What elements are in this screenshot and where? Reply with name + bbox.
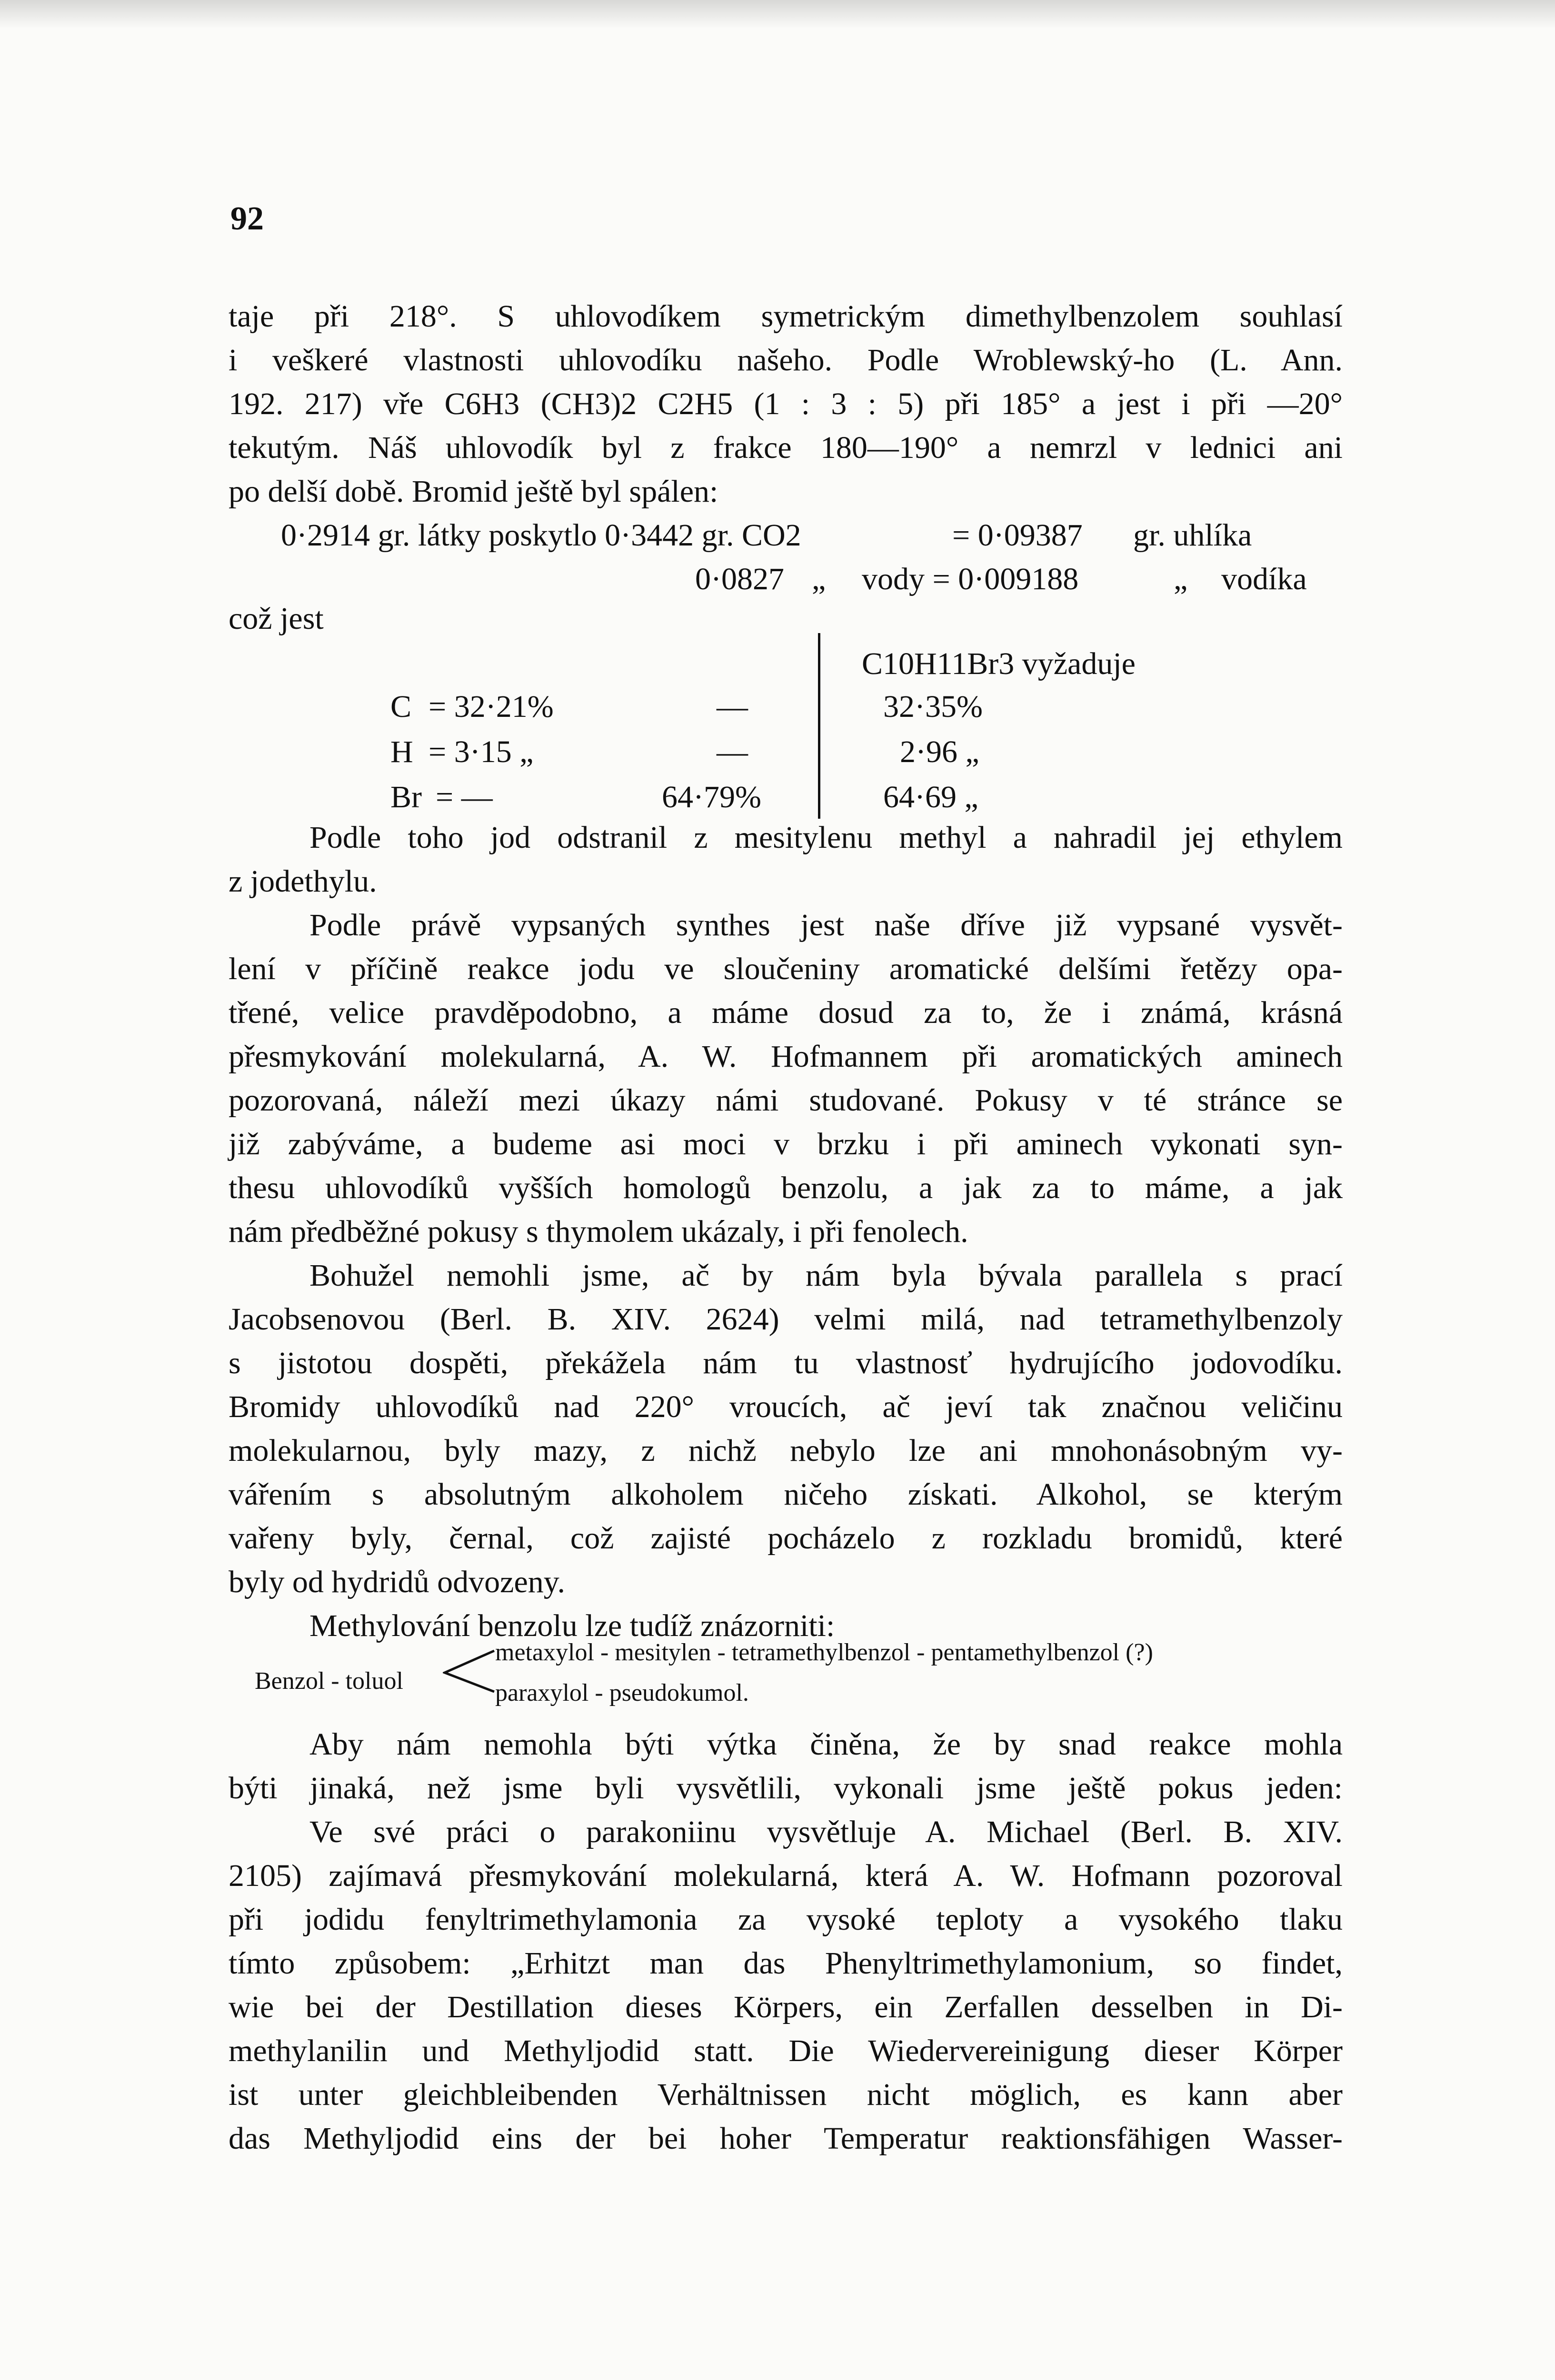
para5-line: býti jinaká, než jsme byli vysvětlili, vykonali jsme ještě pokus jeden:: [229, 1771, 1343, 1805]
para1-line: 192. 217) vře C6H3 (CH3)2 C2H5 (1 : 3 : 5) při 185° a jest i při —20°: [229, 387, 1343, 421]
scheme-upper: metaxylol - mesitylen - tetramethylbenzol - pentamethylbenzol (?): [495, 1639, 1153, 1666]
para3-line: již zabýváme, a budeme asi moci v brzku i při aminech vykonati syn-: [229, 1127, 1343, 1161]
para3-line: přesmykování molekularná, A. W. Hofmannem při aromatických aminech: [229, 1039, 1343, 1074]
formula-header: C10H11Br3 vyžaduje: [862, 646, 1136, 681]
para6-line: tímto způsobem: „Erhitzt man das Phenyltrimethylamonium, so findet,: [229, 1946, 1343, 1981]
scheme-intro: Methylování benzolu lze tudíž znázorniti:: [309, 1608, 835, 1643]
row-found: = —: [436, 780, 493, 814]
para3-line: třené, velice pravděpodobno, a máme dosud za to, že i známá, krásná: [229, 995, 1343, 1030]
row-label: C: [390, 689, 412, 724]
para3-line: thesu uhlovodíků vyšších homologů benzolu, a jak za to máme, a jak: [229, 1170, 1343, 1205]
para1-line: taje při 218°. S uhlovodíkem symetrickým dimethylbenzolem souhlasí: [229, 299, 1343, 334]
para6-line: při jodidu fenyltrimethylamonia za vysoké teploty a vysokého tlaku: [229, 1902, 1343, 1937]
row-required: 32·35%: [883, 689, 983, 724]
para5-line: Aby nám nemohla býti výtka činěna, že by snad reakce mohla: [309, 1727, 1343, 1762]
para3-line: Podle právě vypsaných synthes jest naše dříve již vypsané vysvět-: [309, 908, 1343, 942]
para4-line: molekularnou, byly mazy, z nichž nebylo lze ani mnohonásobným vy-: [229, 1433, 1343, 1468]
para1-line: tekutým. Náš uhlovodík byl z frakce 180—190° a nemrzl v lednici ani: [229, 430, 1343, 465]
para6-line: das Methyljodid eins der bei hoher Temperatur reaktionsfähigen Wasser-: [229, 2121, 1343, 2156]
row-found: = 32·21%: [429, 689, 554, 724]
para6-line: 2105) zajímavá přesmykování molekularná, která A. W. Hofmann pozoroval: [229, 1858, 1343, 1893]
para4-line: s jistotou dospěti, překážela nám tu vlastnosť hydrujícího jodovodíku.: [229, 1346, 1343, 1380]
row-mid: 64·79%: [662, 780, 761, 814]
para4-line: vářením s absolutným alkoholem ničeho získati. Alkohol, se kterým: [229, 1477, 1343, 1512]
combustion-line1-unit: gr. uhlíka: [1133, 518, 1252, 553]
para6-line: wie bei der Destillation dieses Körpers, ein Zerfallen desselben in Di-: [229, 1990, 1343, 2024]
para1-line: po delší době. Bromid ještě byl spálen:: [229, 474, 718, 509]
page-number: 92: [230, 200, 264, 237]
ditto-mark: „: [812, 562, 826, 596]
para4-line: Jacobsenovou (Berl. B. XIV. 2624) velmi milá, nad tetramethylbenzoly: [229, 1302, 1343, 1337]
para2-line: Podle toho jod odstranil z mesitylenu methyl a nahradil jej ethylem: [309, 820, 1343, 855]
para6-line: Ve své práci o parakoniinu vysvětluje A. Michael (Berl. B. XIV.: [309, 1815, 1343, 1849]
scheme-left: Benzol - toluol: [255, 1667, 403, 1695]
row-required: 2·96 „: [900, 734, 979, 769]
para4-line: Bohužel nemohli jsme, ač by nám byla bývala parallela s prací: [309, 1258, 1343, 1293]
scheme-lower: paraxylol - pseudokumol.: [495, 1679, 749, 1706]
combustion-line2-unit: vodíka: [1221, 562, 1307, 596]
para2-line: z jodethylu.: [229, 864, 377, 899]
table-divider: [818, 633, 820, 819]
row-required: 64·69 „: [883, 780, 978, 814]
combustion-line2-value: vody = 0·009188: [862, 562, 1079, 596]
para1-line: i veškeré vlastnosti uhlovodíku našeho. Podle Wroblewský-ho (L. Ann.: [229, 343, 1343, 377]
page-top-shadow: [0, 0, 1555, 29]
scheme-branch-icon: [443, 1648, 495, 1696]
para4-line: byly od hydridů odvozeny.: [229, 1565, 565, 1599]
row-mid: —: [717, 689, 748, 724]
row-label: H: [390, 734, 413, 769]
row-found: = 3·15 „: [429, 734, 534, 769]
combustion-line2-water: 0·0827: [695, 562, 784, 596]
para6-line: ist unter gleichbleibenden Verhältnissen nicht möglich, es kann aber: [229, 2077, 1343, 2112]
row-label: Br: [390, 780, 422, 814]
para3-line: pozorovaná, náleží mezi úkazy námi studované. Pokusy v té stránce se: [229, 1083, 1343, 1118]
ditto-mark: „: [1174, 562, 1188, 596]
para4-line: Bromidy uhlovodíků nad 220° vroucích, ač jeví tak značnou veličinu: [229, 1389, 1343, 1424]
combustion-line1-value: = 0·09387: [952, 518, 1083, 553]
para3-line: lení v příčině reakce jodu ve sloučeniny aromatické delšími řetězy opa-: [229, 952, 1343, 986]
row-mid: —: [717, 734, 748, 769]
para6-line: methylanilin und Methyljodid statt. Die Wiedervereinigung dieser Körper: [229, 2033, 1343, 2068]
para3-line: nám předběžné pokusy s thymolem ukázaly, i při fenolech.: [229, 1214, 968, 1249]
para4-line: vařeny byly, černal, což zajisté pocházelo z rozkladu bromidů, které: [229, 1521, 1343, 1556]
coz-jest: což jest: [229, 601, 324, 636]
combustion-line1-sample: 0·2914 gr. látky poskytlo 0·3442 gr. CO2: [281, 518, 801, 553]
